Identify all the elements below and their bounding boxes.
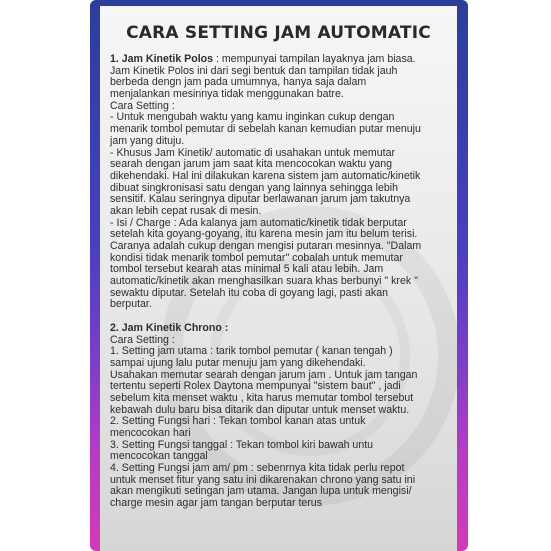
text-line: 1. Setting jam utama : tarik tombol pemutar ( kanan tengah ) [110,345,393,358]
text-line: tombol tersebut kearah atas minimal 5 kali atau lebih. Jam [110,263,384,276]
text-line: automatic/kinetik akan menghasilkan suara khas berbunyi " krek " [110,275,418,288]
document-body [110,54,452,510]
text-line: Cara Setting : [110,99,175,112]
text-line: sebelum kita menset waktu , kita harus memutar tombol tersebut [110,391,414,404]
text-line: charge mesin agar jam tangan berputar terus [110,497,322,510]
text-line: - Khusus Jam Kinetik/ automatic di usahakan untuk memutar [110,146,395,159]
text-line: dikehendaki. Hal ini dilakukan karena sistem jam automatic/kinetik [110,169,421,182]
text-line: Jam Kinetik Polos ini dari segi bentuk dan tampilan tidak jauh [110,64,398,77]
text-line: Usahakan memutar searah dengan jarum jam . Untuk jam tangan [110,368,418,381]
text-line: mencocokan hari [110,427,191,439]
text-line: 4. Setting Fungsi jam am/ pm : sebenrnya kita tidak perlu repot [110,462,405,475]
text-line: kondisi tidak menarik tombol pemutar" cobalah untuk memutar [110,251,403,264]
section1-intro-text: : mempunyai tampilan layaknya jam biasa. [213,53,416,65]
text-line: menarik tombol pemutar di sebelah kanan kemudian putar menuju [110,123,421,136]
page-title: CARA SETTING JAM AUTOMATIC [126,23,431,43]
section1-lines [110,66,452,311]
section2-lines [110,335,452,510]
text-line: Cara Setting : [110,333,175,346]
text-line: 2. Setting Fungsi hari : Tekan tombol kanan atas untuk [110,415,366,428]
text-line: akan lebih cepat rusak di mesin. [110,204,262,217]
section1-intro [110,54,452,66]
text-line: sampai ujung lalu putar menuju jam yang dikehendaki. [110,356,366,369]
text-line: tertentu seperti Rolex Daytona mempunyai "sistem baut" , jadi [110,380,401,393]
text-line: - Untuk mengubah waktu yang kamu inginkan cukup dengan [110,111,395,124]
section1-heading: 1. Jam Kinetik Polos [110,53,214,65]
text-line: Caranya adalah cukup dengan mengisi putaran mesinnya. "Dalam [110,240,422,252]
text-line: berputar. [110,298,152,311]
text-line: dibuat singkronisasi satu dengan yang lainnya sehingga lebih [110,181,399,194]
text-line: sewaktu diputar. Setelah itu coba di goyang lagi, pasti akan [110,286,388,299]
text-line: searah dengan jarum jam saat kita mencocokan waktu yang [110,158,393,171]
text-line: jam yang dituju. [110,134,185,147]
text-line: sensitif. Kalau seringnya diputar berlawanan jarum jam takutnya [110,193,411,206]
text-line: - Isi / Charge : Ada kalanya jam automatic/kinetik tidak berputar [110,216,407,229]
text-line: mencocokan tanggal [110,450,208,463]
section2-heading: 2. Jam Kinetik Chrono : [110,321,229,334]
text-line: menjalankan mesinnya tidak menggunakan batre. [110,88,344,101]
text-line: kebawah dulu baru bisa ditarik dan diputar untuk menset waktu. [110,403,410,416]
text-line: 3. Setting Fungsi tanggal : Tekan tombol kiri bawah untu [110,438,374,451]
text-line: setelah kita goyang-goyang, itu karena mesin jam itu belum terisi. [110,228,418,241]
text-line: untuk menset fitur yang satu ini dikarenakan chrono yang satu ini [110,473,416,486]
text-line: berbeda dengn jam pada umumnya, hanya saja dalam [110,76,367,89]
text-line: akan mengikuti setingan jam utama. Jangan lupa untuk mengisi/ [110,485,412,498]
info-card [100,6,457,551]
